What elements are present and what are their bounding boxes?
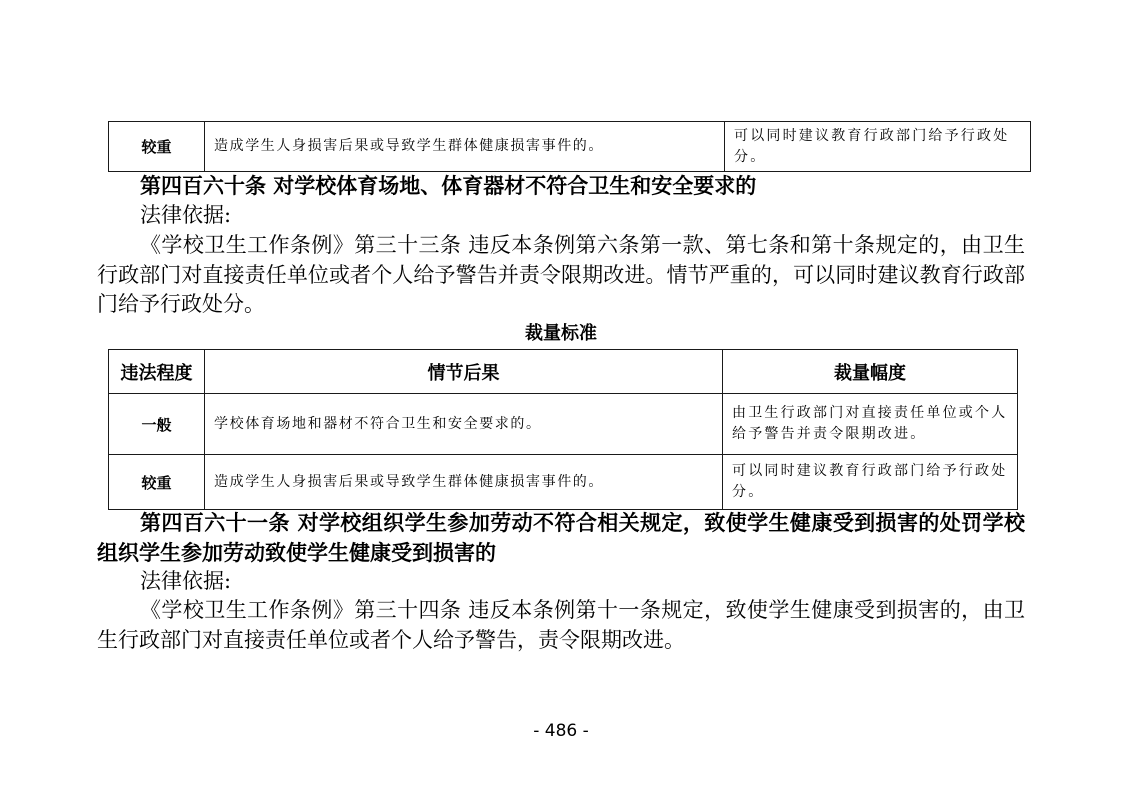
severity-cell: 较重 [109,455,205,510]
table-row [109,455,1018,510]
article-heading-line: 第四百六十条 对学校体育场地、体育器材不符合卫生和安全要求的 [140,173,757,198]
discretion-standard-title: 裁量标准 [525,323,597,344]
consequence-cell: 造成学生人身损害后果或导致学生群体健康损害事件的。 [205,122,725,172]
header-consequence: 情节后果 [205,350,723,394]
paragraph-line: 生行政部门对直接责任单位或者个人给予警告，责令限期改进。 [97,627,685,652]
severity-cell: 较重 [109,122,205,172]
paragraph-line: 《学校卫生工作条例》第三十三条 违反本条例第六条第一款、第七条和第十条规定的，由卫生 [140,233,1025,257]
article-461-heading [97,508,1025,567]
article-460-basis-label [97,201,1025,231]
article-461-basis-label [97,567,1025,597]
legal-basis-label: 法律依据: [140,569,232,593]
header-penalty: 裁量幅度 [723,350,1018,394]
article-460-heading [97,171,1025,201]
article-461-basis-text [97,596,1025,655]
table-header-row [109,350,1018,394]
consequence-cell: 造成学生人身损害后果或导致学生群体健康损害事件的。 [205,455,723,510]
article-heading-line: 第四百六十一条 对学校组织学生参加劳动不符合相关规定，致使学生健康受到损害的处罚学校 [140,510,1025,535]
penalty-cell: 可以同时建议教育行政部门给予行政处分。 [723,455,1018,510]
penalty-cell: 由卫生行政部门对直接责任单位或个人给予警告并责令限期改进。 [723,394,1018,455]
consequence-cell: 学校体育场地和器材不符合卫生和安全要求的。 [205,394,723,455]
table-row [109,122,1031,172]
discretion-standard-table [108,349,1018,510]
article-heading-line: 组织学生参加劳动致使学生健康受到损害的 [97,539,496,565]
legal-basis-label: 法律依据: [140,203,232,227]
article-460-basis-text [97,231,1025,320]
table-row [109,394,1018,455]
severity-cell: 一般 [109,394,205,455]
penalty-cell: 可以同时建议教育行政部门给予行政处分。 [725,122,1031,172]
paragraph-line: 门给予行政处分。 [97,292,265,316]
page-number: - 486 - [533,721,589,741]
paragraph-line: 《学校卫生工作条例》第三十四条 违反本条例第十一条规定，致使学生健康受到损害的，由卫 [140,598,1025,622]
paragraph-line: 行政部门对直接责任单位或者个人给予警告并责令限期改进。情节严重的，可以同时建议教育行政部 [97,262,1025,287]
top-table-continuation [108,121,1031,172]
header-severity: 违法程度 [109,350,205,394]
